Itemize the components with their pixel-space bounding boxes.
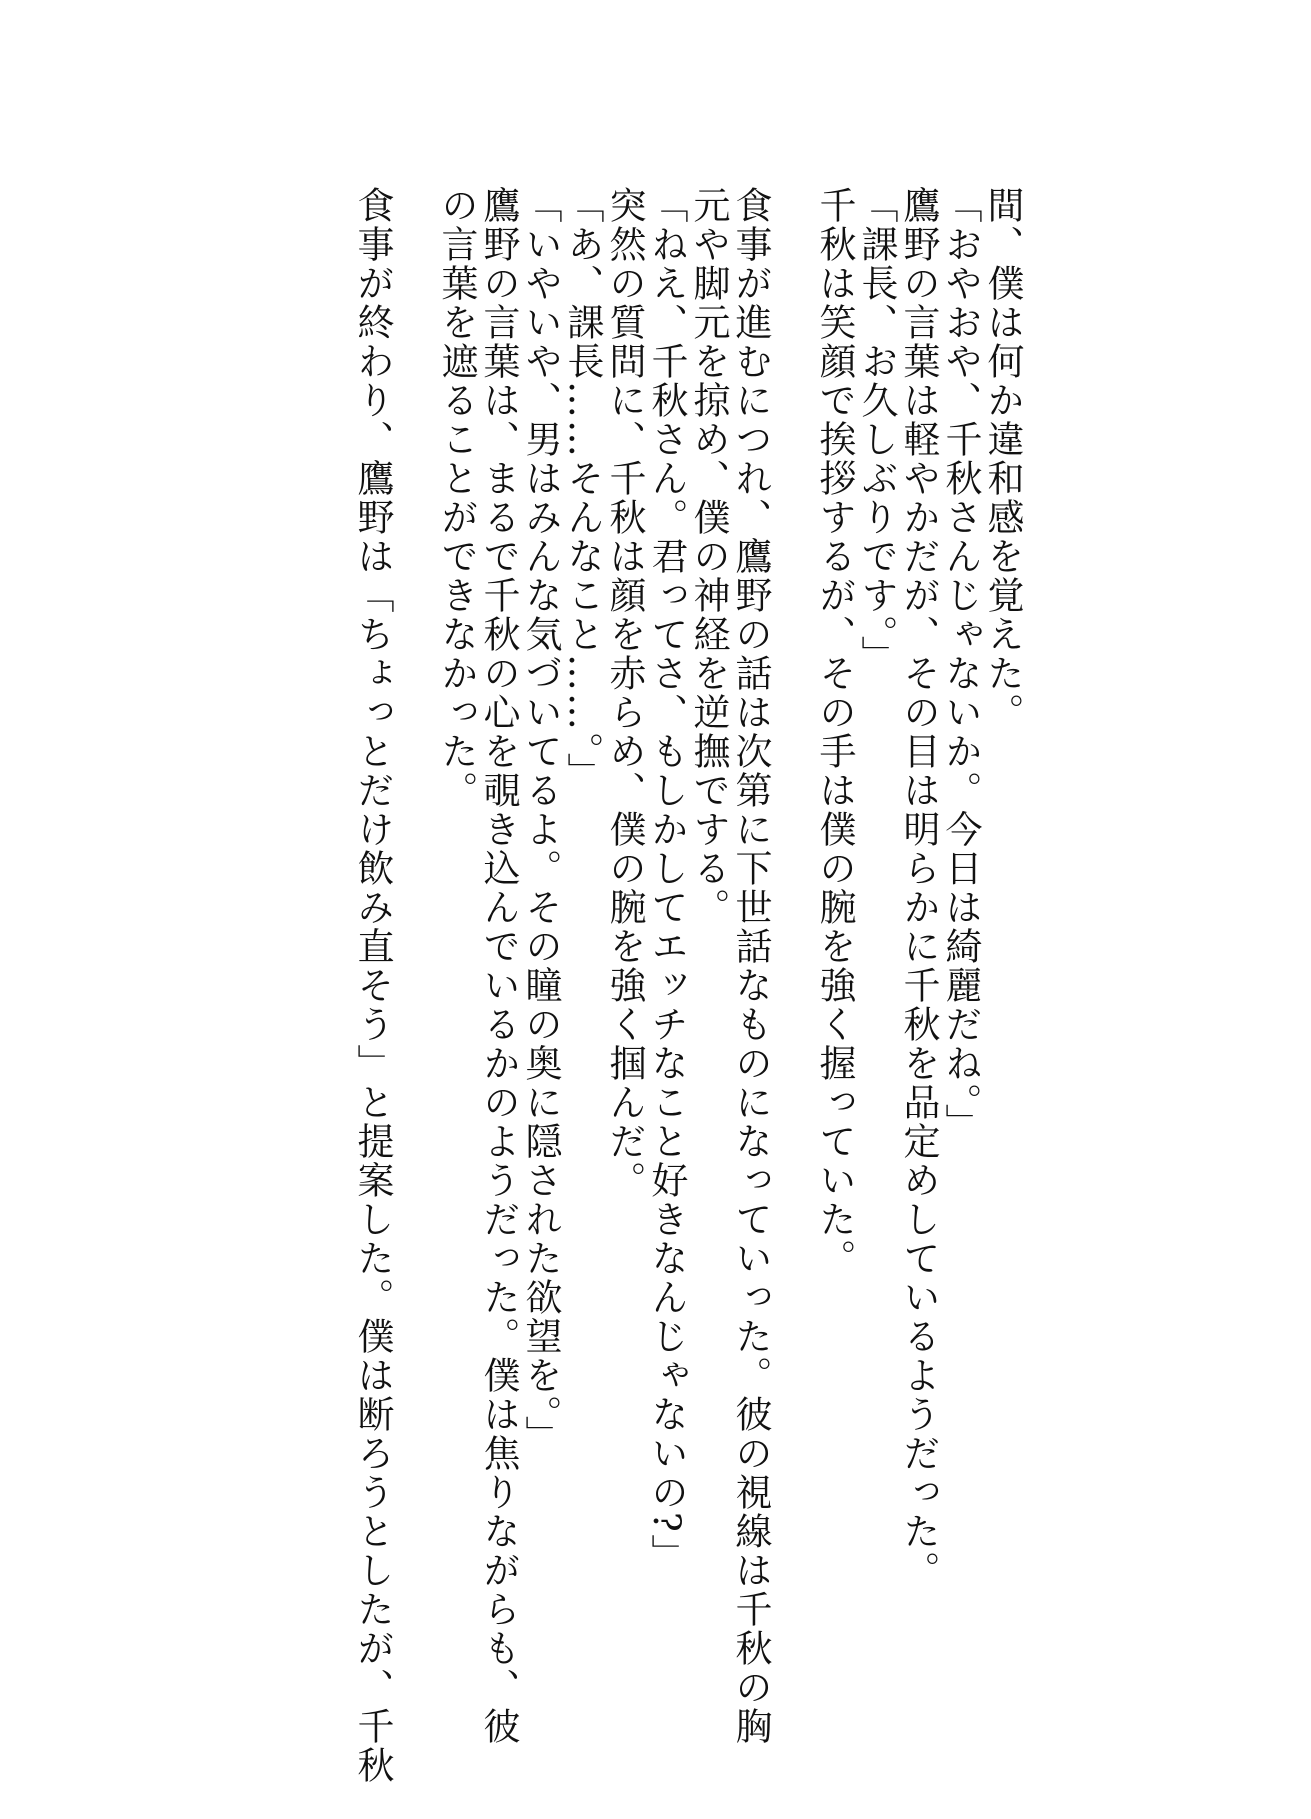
text-line: 元や脚元を掠め、僕の神経を逆撫でする。 — [687, 186, 730, 927]
dialogue-line: 「いやいや、男はみんな気づいてるよ。その瞳の奥に隠された欲望を。」 — [519, 186, 562, 1455]
text-line: 食事が進むにつれ、鷹野の話は次第に下世話なものになっていった。彼の視線は千秋の胸 — [729, 186, 772, 1746]
text-line: 千秋は笑顔で挨拶するが、その手は僕の腕を強く握っていた。 — [813, 186, 856, 1278]
blank-line — [393, 186, 435, 1686]
text-line: 食事が終わり、鷹野は「ちょっとだけ飲み直そう」と提案した。僕は断ろうとしたが、千秋 — [351, 186, 394, 1785]
text-line: 鷹野の言葉は、まるで千秋の心を覗き込んでいるかのようだった。僕は焦りながらも、彼 — [477, 186, 520, 1746]
blank-line — [771, 186, 813, 1686]
dialogue-line: 「課長、お久しぶりです。」 — [855, 186, 898, 675]
text-line: 突然の質問に、千秋は顔を赤らめ、僕の腕を強く掴んだ。 — [603, 186, 646, 1200]
dialogue-line: 「あ、課長……そんなこと……。」 — [561, 186, 604, 792]
dialogue-line: 「ねえ、千秋さん。君ってさ、もしかしてエッチなこと好きなんじゃないの?」 — [645, 186, 688, 1573]
dialogue-line: 「おやおや、千秋さんじゃないか。今日は綺麗だね。」 — [939, 186, 982, 1143]
vertical-text-body — [351, 186, 1024, 1785]
text-line: 鷹野の言葉は軽やかだが、その目は明らかに千秋を品定めしているようだった。 — [897, 186, 940, 1590]
text-line: の言葉を遮ることができなかった。 — [435, 186, 478, 810]
text-line: 間、僕は何か違和感を覚えた。 — [981, 186, 1024, 732]
